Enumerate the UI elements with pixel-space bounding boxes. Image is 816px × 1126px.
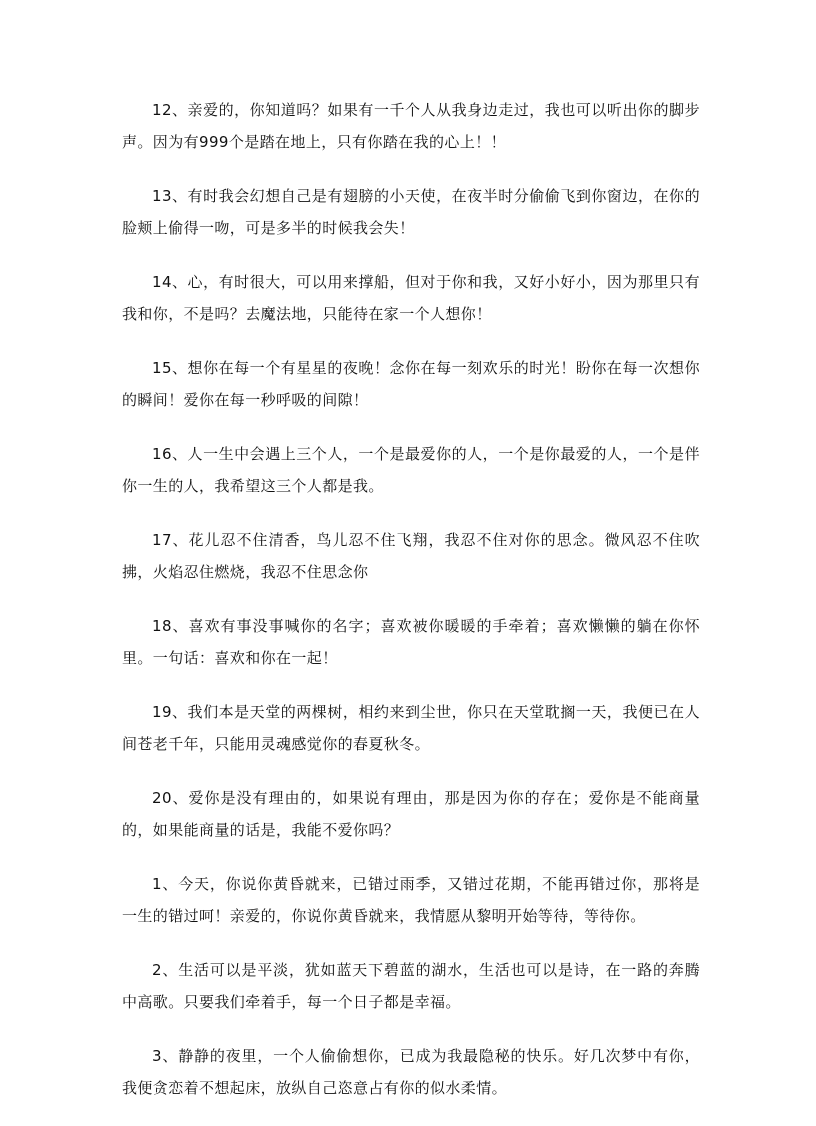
- paragraph-14: 14、心，有时很大，可以用来撑船，但对于你和我，又好小好小，因为那里只有我和你，不是吗？去魔法地，只能待在家一个人想你！: [122, 273, 700, 323]
- paragraph-12: 12、亲爱的，你知道吗？如果有一千个人从我身边走过，我也可以听出你的脚步声。因为有999个是踏在地上，只有你踏在我的心上！！: [122, 101, 700, 151]
- paragraph-20: 20、爱你是没有理由的，如果说有理由，那是因为你的存在；爱你是不能商量的，如果能商量的话是，我能不爱你吗？: [122, 789, 700, 839]
- paragraph-17: 17、花儿忍不住清香，鸟儿忍不住飞翔，我忍不住对你的思念。微风忍不住吹拂，火焰忍住燃烧，我忍不住思念你: [122, 531, 700, 581]
- paragraph-3: 3、静静的夜里，一个人偷偷想你，已成为我最隐秘的快乐。好几次梦中有你，我便贪恋着不想起床，放纵自己恣意占有你的似水柔情。: [122, 1047, 700, 1097]
- paragraph-13: 13、有时我会幻想自己是有翅膀的小天使，在夜半时分偷偷飞到你窗边，在你的脸颊上偷得一吻，可是多半的时候我会失！: [122, 187, 700, 237]
- paragraph-15: 15、想你在每一个有星星的夜晚！念你在每一刻欢乐的时光！盼你在每一次想你的瞬间！爱你在每一秒呼吸的间隙！: [122, 359, 700, 409]
- paragraph-16: 16、人一生中会遇上三个人，一个是最爱你的人，一个是你最爱的人，一个是伴你一生的人，我希望这三个人都是我。: [122, 445, 700, 495]
- paragraph-2: 2、生活可以是平淡，犹如蓝天下碧蓝的湖水，生活也可以是诗，在一路的奔腾中高歌。只要我们牵着手，每一个日子都是幸福。: [122, 961, 700, 1011]
- paragraph-19: 19、我们本是天堂的两棵树，相约来到尘世，你只在天堂耽搁一天，我便已在人间苍老千年，只能用灵魂感觉你的春夏秋冬。: [122, 703, 700, 753]
- document-body: [122, 94, 700, 1126]
- paragraph-1: 1、今天，你说你黄昏就来，已错过雨季，又错过花期，不能再错过你，那将是一生的错过呵！亲爱的，你说你黄昏就来，我情愿从黎明开始等待，等待你。: [122, 875, 700, 925]
- paragraph-18: 18、喜欢有事没事喊你的名字；喜欢被你暖暖的手牵着；喜欢懒懒的躺在你怀里。一句话：喜欢和你在一起！: [122, 617, 700, 667]
